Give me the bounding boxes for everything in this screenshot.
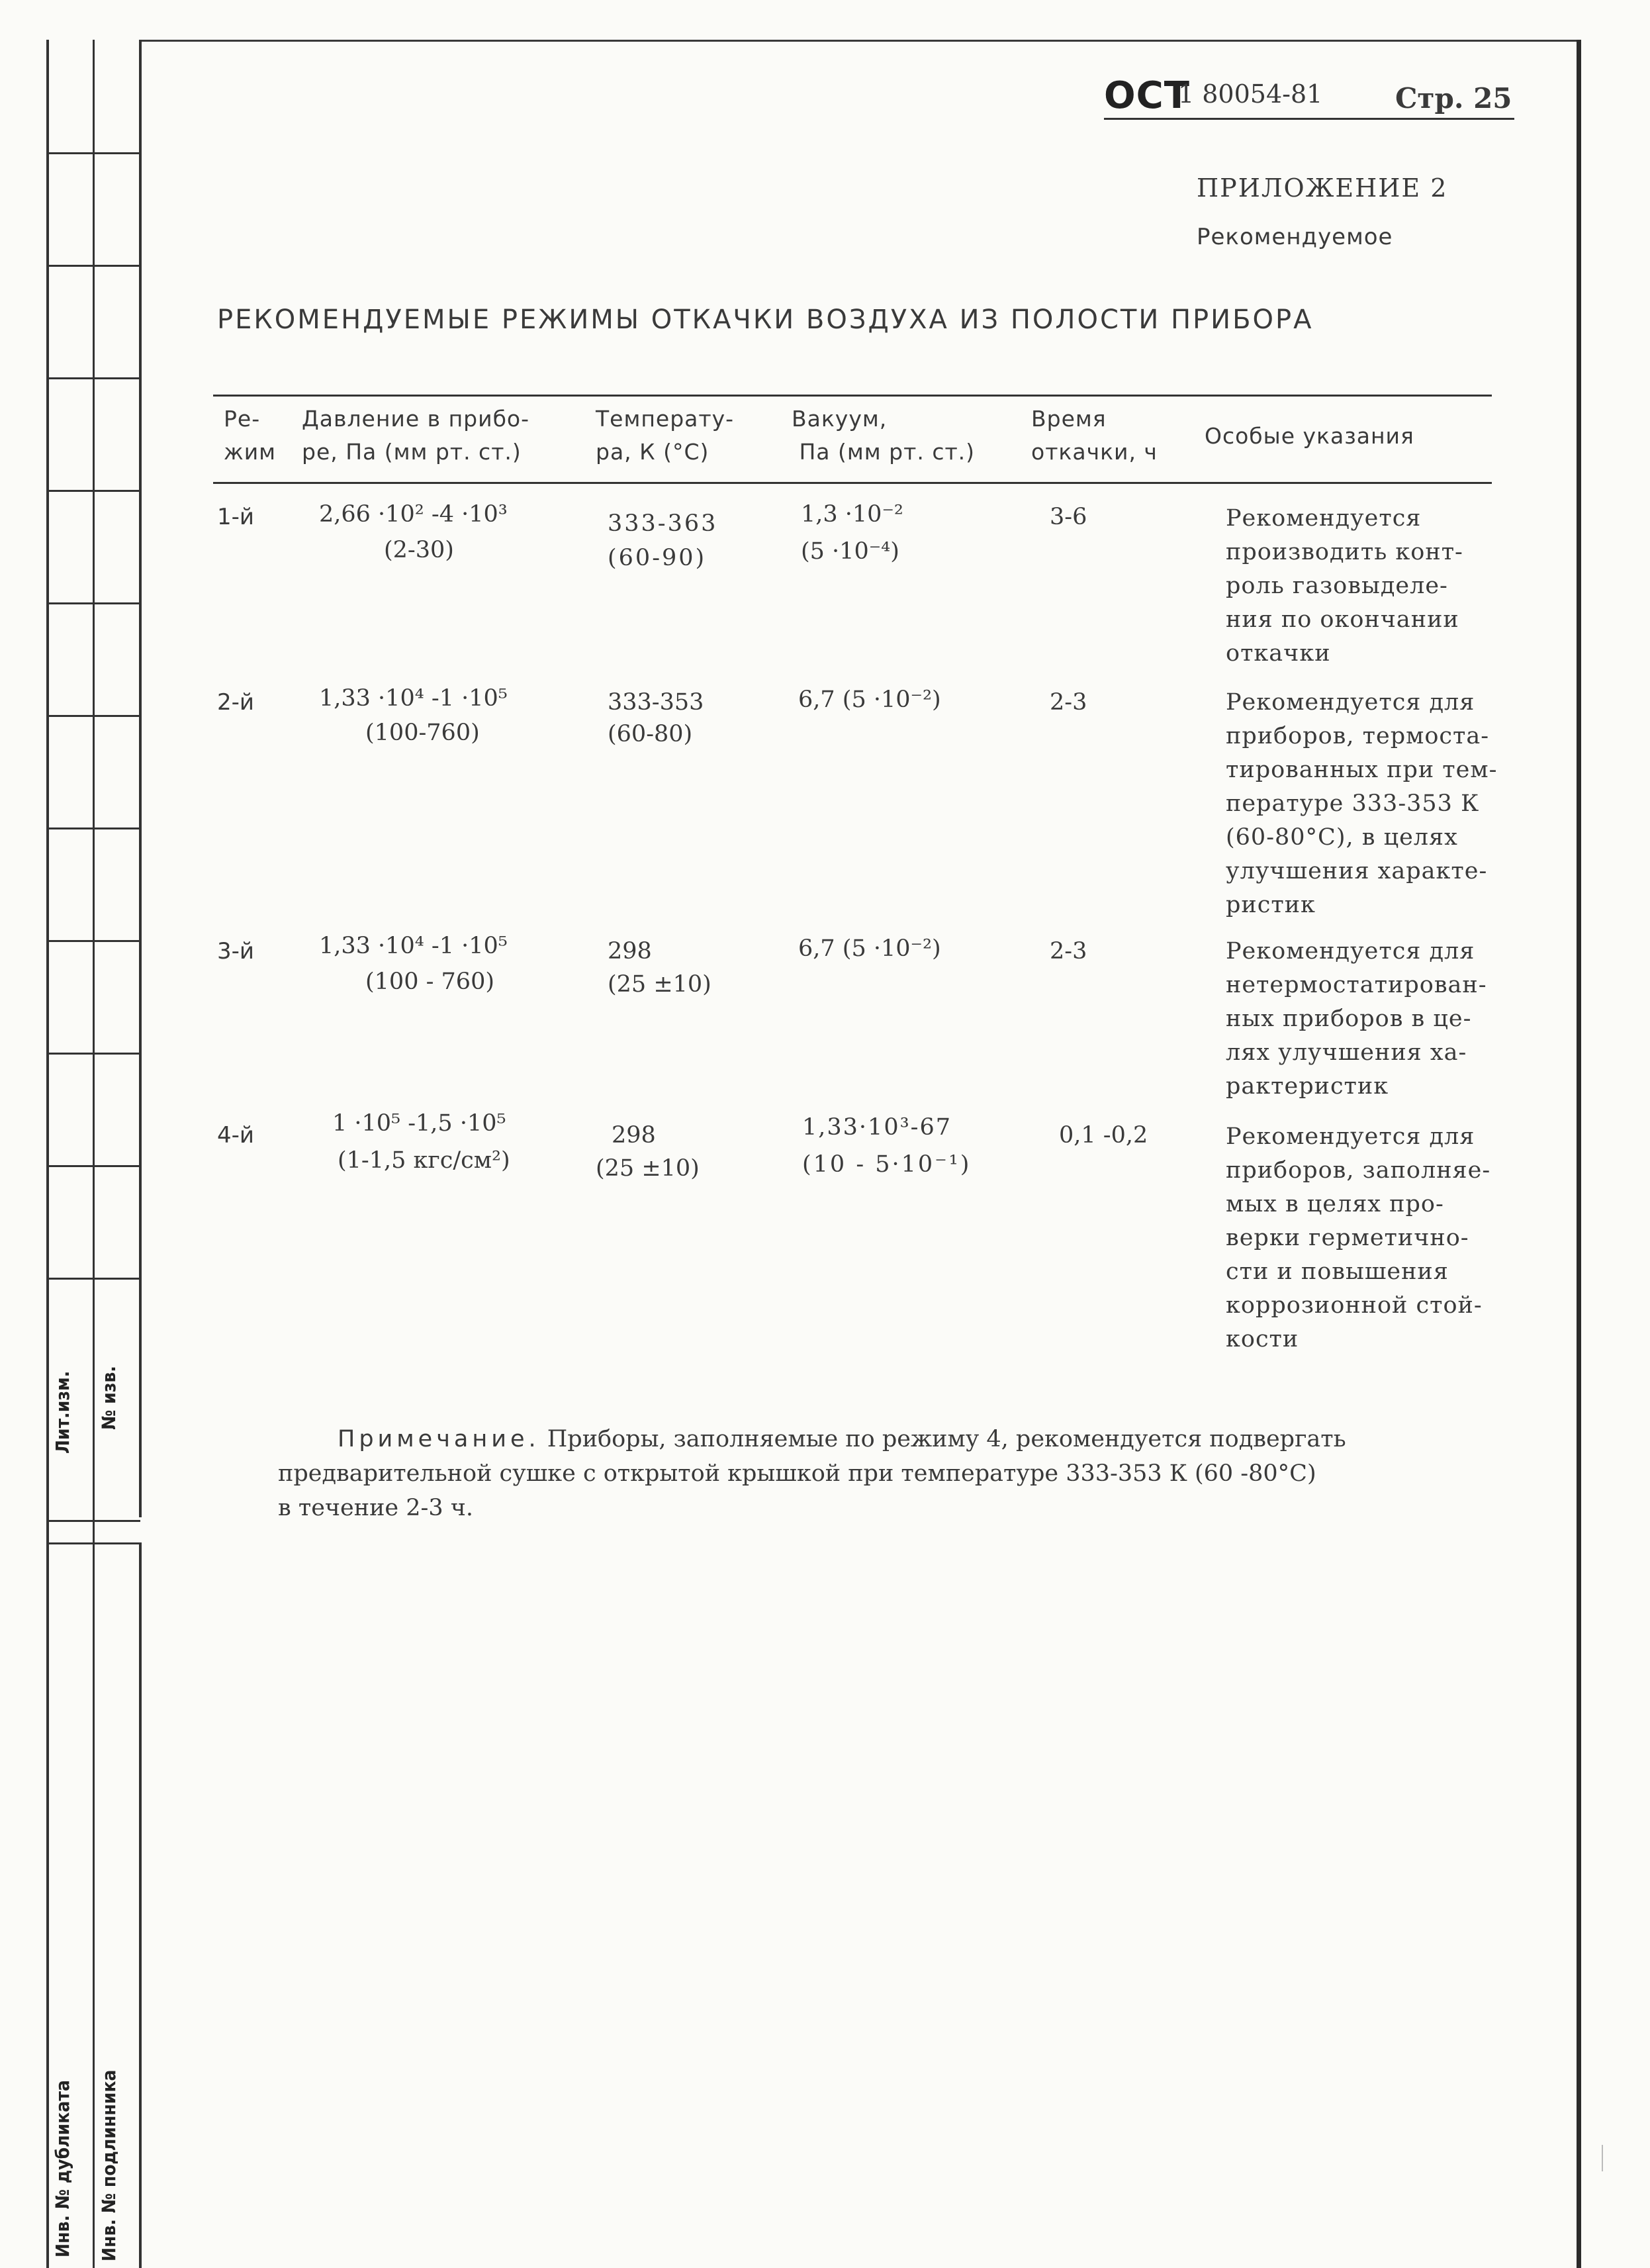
- footnote-line: [278, 1422, 1535, 1456]
- footnote-label: Примечание.: [338, 1426, 540, 1452]
- cell-pressure: 1,33 ·10⁴ -1 ·10⁵: [319, 933, 508, 959]
- cell-vacuum-mm: (5 ·10⁻⁴): [801, 538, 899, 565]
- notes-line: мых в целях про-: [1226, 1191, 1444, 1217]
- notes-line: улучшения характе-: [1226, 858, 1488, 884]
- header-pressure: Давление в прибо- ре, Па (мм рт. ст.): [302, 406, 530, 465]
- cell-pressure-mm: (100-760): [365, 720, 480, 746]
- notes-line: (60-80°С), в целях: [1226, 824, 1458, 851]
- cell-time: 0,1 -0,2: [1059, 1122, 1148, 1149]
- cell-pressure-mm: (1-1,5 кгс/см²): [338, 1147, 510, 1174]
- margin-row-line: [46, 1165, 140, 1167]
- cell-vacuum: 6,7 (5 ·10⁻²): [798, 935, 941, 962]
- cell-vacuum-mm: (10 - 5·10⁻¹): [802, 1151, 972, 1178]
- cell-notes: [1226, 935, 1537, 1104]
- cell-notes: [1226, 502, 1537, 671]
- notes-line: приборов, заполняе-: [1226, 1157, 1491, 1184]
- page-number: Стр. 25: [1395, 82, 1512, 115]
- cell-pressure: 2,66 ·10² -4 ·10³: [319, 501, 508, 528]
- notes-line: роль газовыделе-: [1226, 573, 1448, 599]
- ost-label: ОСТ: [1104, 74, 1190, 117]
- margin-label-inv-podl: Инв. № подлинника: [98, 2069, 120, 2261]
- header-vacuum: Вакуум, Па (мм рт. ст.): [792, 406, 976, 465]
- cell-vacuum: 1,33·10³-67: [802, 1114, 952, 1141]
- cell-notes: [1226, 686, 1537, 922]
- footnote-line: в течение 2-3 ч.: [278, 1495, 474, 1521]
- margin-row-line: [46, 1542, 140, 1544]
- notes-line: приборов, термоста-: [1226, 723, 1490, 749]
- cell-mode: 1-й: [217, 504, 254, 530]
- header-mode: Ре- жим: [224, 406, 277, 465]
- notes-line: лях улучшения ха-: [1226, 1039, 1467, 1066]
- frame-top-border: [140, 40, 1581, 42]
- margin-row-line: [46, 377, 140, 379]
- notes-line: кости: [1226, 1326, 1299, 1352]
- footnote: [278, 1422, 1535, 1525]
- margin-label-lit-izm: Лит.изм.: [52, 1370, 73, 1454]
- cell-temperature: 298: [608, 938, 652, 965]
- margin-label-inv-dubl: Инв. № дубликата: [52, 2080, 73, 2257]
- cell-pressure: 1,33 ·10⁴ -1 ·10⁵: [319, 685, 508, 712]
- cell-mode: 4-й: [217, 1122, 254, 1149]
- notes-line: производить конт-: [1226, 539, 1463, 565]
- notes-line: коррозионной стой-: [1226, 1292, 1483, 1319]
- cell-temperature-c: (25 ±10): [608, 971, 711, 998]
- appendix-status: Рекомендуемое: [1197, 224, 1393, 250]
- header-temperature: Температу- ра, К (°С): [596, 406, 735, 465]
- cell-mode: 3-й: [217, 938, 254, 965]
- margin-row-line: [46, 1053, 140, 1055]
- cell-notes: [1226, 1120, 1537, 1356]
- cell-temperature-c: (60-80): [608, 721, 693, 747]
- notes-line: нетермостатирован-: [1226, 972, 1487, 998]
- margin-row-line: [46, 1278, 140, 1280]
- scan-artifact: [1602, 2145, 1603, 2171]
- margin-label-no-izv: № изв.: [98, 1366, 120, 1430]
- appendix-label: ПРИЛОЖЕНИЕ 2: [1197, 173, 1448, 203]
- cell-time: 2-3: [1050, 938, 1087, 965]
- table-top-rule: [213, 395, 1492, 397]
- notes-line: ристик: [1226, 892, 1316, 918]
- notes-line: сти и повышения: [1226, 1258, 1449, 1285]
- margin-row-line: [46, 152, 140, 154]
- notes-line: ния по окончании: [1226, 606, 1459, 633]
- margin-row-line: [46, 827, 140, 829]
- cell-temperature-c: (25 ±10): [596, 1155, 700, 1182]
- document-number: 1 80054-81: [1178, 79, 1323, 109]
- margin-row-line: [46, 940, 140, 942]
- margin-row-line: [46, 602, 140, 604]
- cell-temperature: 333-353: [608, 689, 704, 716]
- cell-pressure: 1 ·10⁵ -1,5 ·10⁵: [332, 1110, 506, 1137]
- notes-line: откачки: [1226, 640, 1331, 667]
- notes-line: ных приборов в це-: [1226, 1006, 1472, 1032]
- footnote-text: Приборы, заполняемые по режиму 4, рекомендуется подвергать: [539, 1426, 1346, 1452]
- notes-line: Рекомендуется: [1226, 505, 1422, 532]
- header-notes: Особые указания: [1205, 423, 1414, 449]
- cell-pressure-mm: (2-30): [384, 537, 454, 563]
- notes-line: Рекомендуется для: [1226, 1123, 1475, 1150]
- notes-line: верки герметично-: [1226, 1225, 1469, 1251]
- margin-row-line: [46, 715, 140, 717]
- cell-temperature-c: (60-90): [608, 545, 707, 571]
- cell-vacuum: 1,3 ·10⁻²: [801, 501, 903, 528]
- margin-line-outer: [46, 40, 49, 2268]
- notes-line: пературе 333-353 К: [1226, 790, 1480, 817]
- margin-line-inner-bottom: [139, 1542, 142, 2268]
- cell-mode: 2-й: [217, 689, 254, 716]
- notes-line: рактеристик: [1226, 1073, 1389, 1100]
- cell-time: 2-3: [1050, 689, 1087, 716]
- cell-vacuum: 6,7 (5 ·10⁻²): [798, 686, 941, 713]
- table-header-rule: [213, 482, 1492, 484]
- margin-row-line: [46, 1520, 140, 1522]
- cell-time: 3-6: [1050, 504, 1087, 530]
- cell-temperature: 333-363: [608, 510, 718, 537]
- footnote-line: предварительной сушке с открытой крышкой при температуре 333-353 К (60 -80°С): [278, 1460, 1316, 1487]
- cell-pressure-mm: (100 - 760): [365, 969, 494, 995]
- margin-row-line: [46, 265, 140, 267]
- notes-line: Рекомендуется для: [1226, 938, 1475, 965]
- header-underline: [1104, 118, 1514, 120]
- frame-right-border: [1577, 40, 1581, 2268]
- cell-temperature: 298: [612, 1122, 656, 1149]
- margin-row-line: [46, 490, 140, 492]
- header-time: Время откачки, ч: [1031, 406, 1158, 465]
- page-title: РЕКОМЕНДУЕМЫЕ РЕЖИМЫ ОТКАЧКИ ВОЗДУХА ИЗ ПОЛОСТИ ПРИБОРА: [217, 305, 1314, 335]
- notes-line: Рекомендуется для: [1226, 689, 1475, 716]
- margin-line-middle: [93, 40, 95, 2268]
- document-header: [1104, 74, 1514, 120]
- margin-line-inner-top: [139, 40, 142, 1517]
- notes-line: тированных при тем-: [1226, 757, 1498, 783]
